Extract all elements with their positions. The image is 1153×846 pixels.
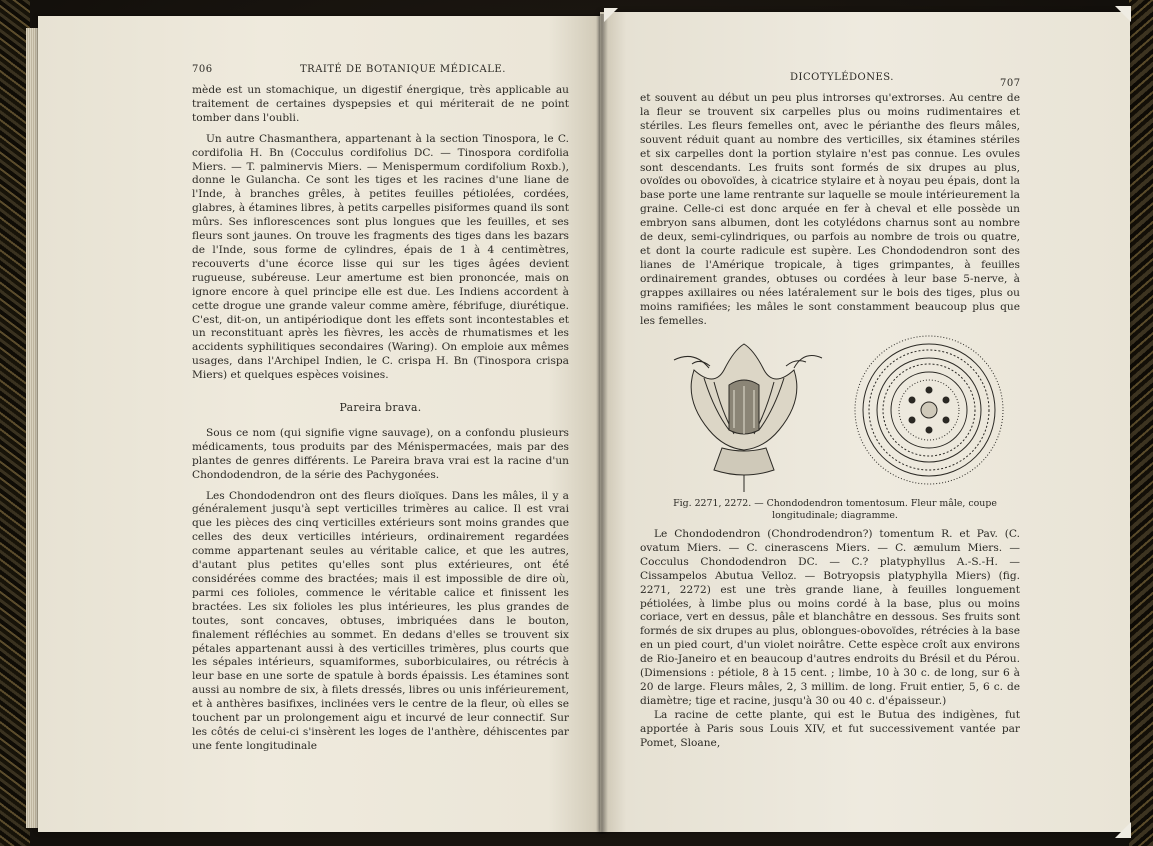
page-corner (1115, 822, 1131, 838)
right-body-bottom (640, 528, 1020, 751)
paragraph: mède est un stomachique, un digestif énergique, très applicable au traitement de certaines dyspepsies et qui mériterait de ne point tomber dans l'oubli. (192, 84, 569, 124)
page-corner (1115, 6, 1131, 22)
right-running-head: DICOTYLÉDONES. (790, 72, 894, 83)
floral-diagram (855, 336, 1003, 484)
botanical-figure (654, 330, 1014, 495)
paragraph: et souvent au début un peu plus introrses qu'extrorses. Au centre de la fleur se trouvent six carpelles plus ou moins rudimentaires et stériles. Les fleurs femelles ont, avec le périanthe des fleurs mâles, souvent réduit quant au nombre des verticilles, six étamines stériles et six carpelles dont la portion stylaire n'est pas connue. Les ovules sont descendants. Les fruits sont formés de six drupes au plus, ovoïdes ou obovoïdes, à cicatrice stylaire et à noyau peu épais, dont la base porte une lame rentrante sur laquelle se moule intérieurement la graine. Celle-ci est donc arquée en fer à cheval et elle possède un embryon sans albumen, dont les cotylédons charnus sont au nombre de deux, semi-cylindriques, ou parfois au nombre de trois ou quatre, et dont la courte radicule est supère. Les Chondodendron sont des lianes de l'Amérique tropicale, à tiges grimpantes, à feuilles ordinairement grandes, obtuses ou cordées à leur base 5-nerve, à grappes axillaires ou nées latéralement sur le bois des tiges, plus ou moins ramifiées; les mâles le sont constamment beaucoup plus que les femelles. (640, 92, 1020, 327)
paragraph: Le Chondodendron (Chondrodendron?) tomentum R. et Pav. (C. ovatum Miers. — C. cinerascens Miers. — C. æmulum Miers. — Cocculus Chondodendron DC. — C.? platyphyllus A.-S.-H. — Cissampelos Abutua Velloz. — Botryopsis platyphylla Miers) (fig. 2271, 2272) est une très grande liane, à feuilles longuement pétiolées, à limbe plus ou moins cordé à la base, plus ou moins coriace, vert en dessus, pâle et blanchâtre en dessous. Ses fruits sont formés de six drupes au plus, oblongues-obovoïdes, rétrécies à la base en un pied court, d'un violet noirâtre. Cette espèce croît aux environs de Rio-Janeiro et en beaucoup d'autres endroits du Brésil et du Pérou. (Dimensions : pétiole, 8 à 15 cent. ; limbe, 10 à 30 c. de long, sur 6 à 20 de large. Fleurs mâles, 2, 3 millim. de long. Fruit entier, 5, 6 c. de diamètre; tige et racine, jusqu'à 30 ou 40 c. d'épaisseur.) (640, 528, 1020, 707)
section-title: Pareira brava. (339, 401, 422, 415)
page-corner (604, 8, 618, 22)
left-page-number: 706 (192, 64, 213, 75)
figure-caption: Fig. 2271, 2272. — Chondodendron tomentosum. Fleur mâle, coupe longitudinale; diagramme. (673, 498, 997, 521)
right-body-top (640, 92, 1020, 328)
paragraph: Sous ce nom (qui signifie vigne sauvage), on a confondu plusieurs médicaments, tous produits par des Ménispermacées, mais par des plantes de genres différents. Le Pareira brava vrai est la racine d'un Chondodendron, de la série des Pachygonées. (192, 426, 569, 481)
left-body (192, 84, 569, 754)
paragraph: La racine de cette plante, qui est le Butua des indigènes, fut apportée à Paris sous Louis XIV, et fut successivement vantée par Pomet, Sloane, (640, 708, 1020, 749)
paragraph: Un autre Chasmanthera, appartenant à la section Tinospora, le C. cordifolia H. Bn (Cocculus cordifolius DC. — Tinospora cordifolia Miers. — T. palminervis Miers. — Menispermum cordifolium Roxb.), donne le Gulancha. Ce sont les tiges et les racines d'une liane de l'Inde, à branches grêles, à petites feuilles pétiolées, cordées, glabres, à étamines libres, à petits carpelles pisiformes quand ils sont mûrs. Ses inflorescences sont plus longues que les feuilles, et ses fleurs sont jaunes. On trouve les fragments des tiges dans les bazars de l'Inde, sous forme de cylindres, épais de 1 à 4 centimètres, recouverts d'une écorce lisse qui sur les tiges âgées devient rugueuse, subéreuse. Leur amertume est bien prononcée, mais on ignore encore à quel principe elle est due. Les Indiens accordent à cette drogue une grande valeur comme amère, fébrifuge, diurétique. C'est, dit-on, un antipériodique dont les effets sont incontestables et un reconstituant après les fièvres, les accès de rhumatismes et les accidents syphilitiques secondaires (Waring). On emploie aux mêmes usages, dans l'Archipel Indien, le C. crispa H. Bn (Tinospora crispa Miers) et quelques espèces voisines. (192, 132, 569, 382)
paragraph: Les Chondodendron ont des fleurs dioïques. Dans les mâles, il y a généralement jusqu'à sept verticilles trimères au calice. Il est vrai que les pièces des cinq verticilles extérieurs sont moins grandes que celles des deux verticilles intérieurs, ordinairement regardées comme appartenant seules au véritable calice, et que les autres, d'autant plus petites qu'elles sont plus extérieures, ont été considérées comme des bractées; mais il est impossible de dire où, parmi ces folioles, commence le véritable calice et finissent les bractées. Les six folioles les plus intérieures, les plus grandes de toutes, sont concaves, obtuses, imbriquées dans le bouton, finalement réfléchies au sommet. En dedans d'elles se trouvent six pétales appartenant aussi à des verticilles trimères, plus courts que les sépales intérieurs, squamiformes, suborbiculaires, ou rétrécis à leur base en une sorte de spatule à bords épaissis. Les étamines sont aussi au nombre de six, à filets dressés, libres ou unis inférieurement, et à anthères basifixes, inclinées vers le centre de la fleur, où elles se touchent par un prolongement aigu et incurvé de leur connectif. Sur les côtés de celui-ci s'insèrent les loges de l'anthère, déhiscentes par une fente longitudinale (192, 489, 569, 752)
flower-section-illustration (674, 344, 822, 492)
marbled-board-right (1129, 0, 1153, 846)
book-gutter (596, 14, 608, 834)
right-page-number: 707 (1000, 78, 1021, 89)
left-running-head: TRAITÉ DE BOTANIQUE MÉDICALE. (300, 64, 506, 75)
